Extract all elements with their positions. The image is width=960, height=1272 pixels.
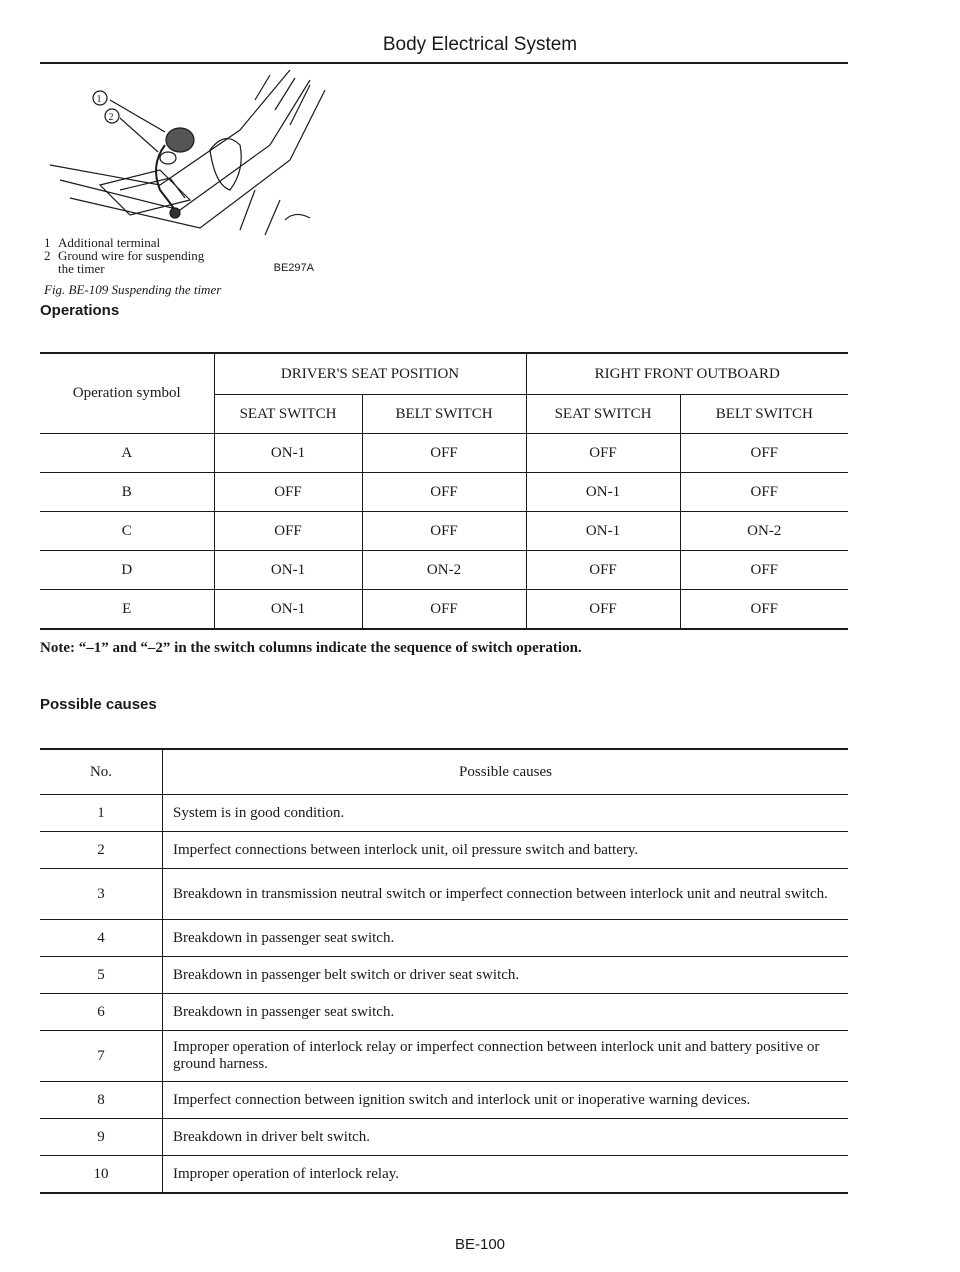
callout-2-label: 2 (108, 112, 114, 123)
table-row: B OFF OFF ON-1 OFF (40, 473, 848, 512)
table-row: D ON-1 ON-2 OFF OFF (40, 551, 848, 590)
col-operation-symbol: Operation symbol (40, 353, 214, 434)
col-group-driver-seat: DRIVER'S SEAT POSITION (214, 353, 526, 395)
figure-code: BE297A (273, 262, 314, 274)
col-possible-causes: Possible causes (163, 749, 849, 795)
page-header-title: Body Electrical System (382, 34, 578, 55)
possible-causes-table (40, 748, 848, 1194)
table-row: 5 Breakdown in passenger belt switch or driver seat switch. (40, 957, 848, 994)
figure-caption: Fig. BE-109 Suspending the timer (44, 282, 222, 297)
table-row: 1 System is in good condition. (40, 795, 848, 832)
col-no: No. (40, 749, 163, 795)
table-row: 7 Improper operation of interlock relay or imperfect connection between interlock unit and battery positive or ground harness. (40, 1031, 848, 1082)
col-group-right-front: RIGHT FRONT OUTBOARD (526, 353, 848, 395)
figure-legend (44, 236, 314, 275)
table-row: A ON-1 OFF OFF OFF (40, 434, 848, 473)
possible-causes-heading: Possible causes (40, 696, 157, 713)
col-driver-belt-switch: BELT SWITCH (362, 395, 526, 434)
table-row: 9 Breakdown in driver belt switch. (40, 1119, 848, 1156)
table-row: E ON-1 OFF OFF OFF (40, 590, 848, 630)
legend-item-continued: the timer BE297A (58, 261, 314, 276)
table-row: 3 Breakdown in transmission neutral switch or imperfect connection between interlock unit and neutral switch. (40, 869, 848, 920)
table-row: 4 Breakdown in passenger seat switch. (40, 920, 848, 957)
operations-table (40, 352, 848, 630)
operations-note: Note: “–1” and “–2” in the switch columns indicate the sequence of switch operation. (40, 640, 582, 656)
table-row: 10 Improper operation of interlock relay. (40, 1156, 848, 1194)
table-row: 6 Breakdown in passenger seat switch. (40, 994, 848, 1031)
legend-item: 2 Ground wire for suspending (44, 248, 205, 263)
page-number: BE-100 (454, 1236, 506, 1253)
timer-illustration (40, 70, 340, 240)
header-rule (40, 62, 848, 64)
legend-item: 1 Additional terminal (44, 235, 161, 250)
col-driver-seat-switch: SEAT SWITCH (214, 395, 362, 434)
operations-heading: Operations (40, 302, 120, 319)
table-row: C OFF OFF ON-1 ON-2 (40, 512, 848, 551)
callout-1-label: 1 (96, 94, 102, 105)
col-right-seat-switch: SEAT SWITCH (526, 395, 680, 434)
table-row: 8 Imperfect connection between ignition switch and interlock unit or inoperative warning devices. (40, 1082, 848, 1119)
col-right-belt-switch: BELT SWITCH (680, 395, 848, 434)
table-row: 2 Imperfect connections between interlock unit, oil pressure switch and battery. (40, 832, 848, 869)
